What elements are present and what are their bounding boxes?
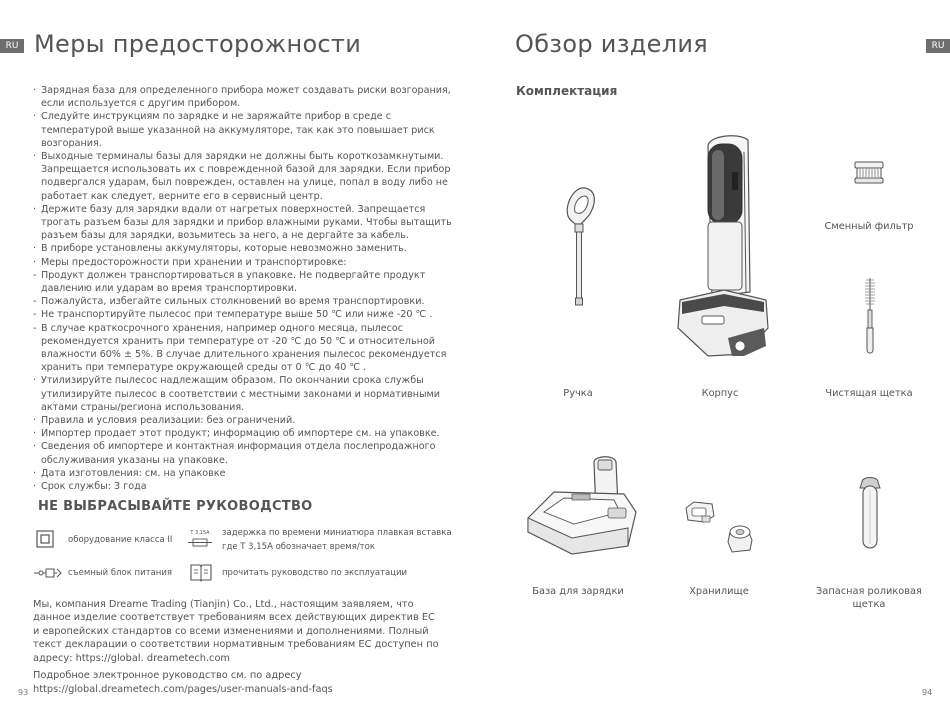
page-title: Обзор изделия [515, 30, 708, 58]
cleaning-brush-illustration [858, 276, 882, 356]
page-number-right: 94 [922, 688, 933, 697]
main-body-label: Корпус [701, 388, 739, 399]
list-item: · Срок службы: 3 года [33, 480, 453, 493]
list-item: · Правила и условия реализации: без ограничений. [33, 414, 453, 427]
list-item: · Утилизируйте пылесос надлежащим образом. По окончании срока службы утилизируйте пылесос в соответствии с местными законами и нормативными актами страны/региона использования. [33, 374, 453, 414]
handle-label: Ручка [563, 388, 593, 399]
precautions-list [33, 84, 453, 493]
list-item: · Выходные терминалы базы для зарядки не должны быть короткозамкнутыми. Запрещается использовать их с поврежденной базой для зарядки. Если прибор подвергался ударам, был поврежден, оставлен на улице, попал в воду либо не работает как следует, верните его в сервисный центр. [33, 150, 453, 203]
filter-label: Сменный фильтр [824, 221, 914, 232]
fuse-icon-label: T 3,15A [190, 530, 210, 536]
list-item: · Меры предосторожности при хранении и транспортировке: [33, 256, 453, 269]
filter-illustration [852, 160, 886, 186]
fuse-description-line2: где T 3,15A обозначает время/ток [222, 542, 375, 552]
list-item: · В приборе установлены аккумуляторы, которые невозможно заменить. [33, 242, 453, 255]
manual-book-icon [189, 562, 213, 582]
roller-brush-illustration [856, 474, 886, 552]
handle-illustration [561, 184, 601, 308]
list-item: · Импортер продает этот продукт; информацию об импортере см. на упаковке. [33, 427, 453, 440]
page-number-left: 93 [18, 688, 29, 697]
cleaning-brush-label: Чистящая щетка [825, 388, 913, 399]
storage-illustration [682, 500, 756, 554]
manual-url[interactable]: https://global.dreametech.com/pages/user-manuals-and-faqs [33, 684, 333, 695]
list-item: · Держите базу для зарядки вдали от нагретых поверхностей. Запрещается трогать разъем базы для зарядки и прибор влажными руками. Чтобы вытащить разъем базы для зарядки, возьмитесь за него, а не дергайте за кабель. [33, 203, 453, 243]
power-supply-label: съемный блок питания [68, 568, 172, 578]
storage-label: Хранилище [689, 586, 749, 597]
manual-reference: Подробное электронное руководство см. по адресу [33, 670, 302, 681]
class-ii-icon [36, 530, 54, 548]
language-tag: RU [926, 39, 950, 53]
main-body-illustration [668, 132, 774, 362]
fuse-description-line1: задержка по времени миниатюра плавкая вставка [222, 528, 452, 538]
list-item: - В случае краткосрочного хранения, например одного месяца, пылесос рекомендуется хранить при температуре от -20 ℃ до 50 ℃ и относительной влажности 60% ± 5%. В случае длительного хранения пылесос рекомендуется хранить при температуре окружающей среды от 0 ℃ до 40 ℃ . [33, 322, 453, 375]
list-item: - Продукт должен транспортироваться в упаковке. Не подвергайте продукт давлению или ударам во время транспортировки. [33, 269, 453, 295]
charging-base-illustration [524, 454, 648, 558]
page-title: Меры предосторожности [34, 30, 362, 58]
power-supply-icon [34, 567, 62, 579]
roller-brush-label-line1: Запасная роликовая [816, 586, 922, 597]
list-item: · Зарядная база для определенного прибора может создавать риски возгорания, если используется с другим прибором. [33, 84, 453, 110]
list-item: - Не транспортируйте пылесос при температуре выше 50 ℃ или ниже -20 ℃ . [33, 308, 453, 321]
roller-brush-label-line2: щетка [852, 598, 886, 610]
fuse-icon [188, 530, 212, 548]
list-item: · Дата изготовления: см. на упаковке [33, 467, 453, 480]
eu-declaration: Мы, компания Dreame Trading (Tianjin) Co., Ltd., настоящим заявляем, что данное изделие соответствует требованиям всех действующих директив ЕС и европейских стандартов со всеми изменениями и дополнениями. Полный текст декларации о соответствии нормативным требованиям ЕС доступен по адресу: https://global. dreametech.com [33, 599, 439, 664]
language-tag: RU [0, 39, 24, 53]
manual-label: прочитать руководство по эксплуатации [222, 568, 408, 578]
list-item: - Пожалуйста, избегайте сильных столкновений во время транспортировки. [33, 295, 453, 308]
list-item: · Сведения об импортере и контактная информация отдела послепродажного обслуживания указаны на упаковке. [33, 440, 453, 466]
section-subtitle: Комплектация [516, 84, 618, 98]
charging-base-label: База для зарядки [532, 586, 624, 597]
roller-brush-label [806, 586, 932, 611]
list-item: · Следуйте инструкциям по зарядке и не заряжайте прибор в среде с температурой выше указанной на аккумуляторе, так как это повышает риск возгорания. [33, 110, 453, 150]
section-heading: НЕ ВЫБРАСЫВАЙТЕ РУКОВОДСТВО [38, 499, 313, 514]
class-ii-label: оборудование класса II [68, 535, 173, 545]
